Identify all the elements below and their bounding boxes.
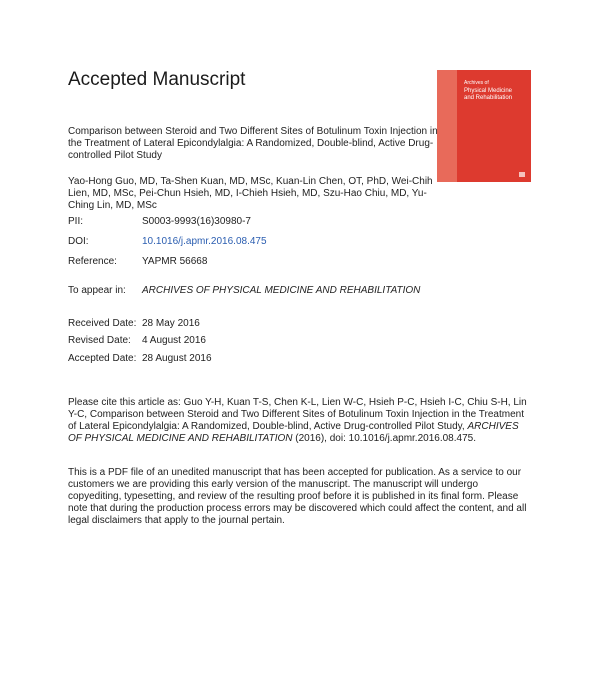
doi-label: DOI: [68,236,89,247]
article-title: Comparison between Steroid and Two Different Sites of Botulinum Toxin Injection in the Treatment of Lateral Epicondylalgia: A Randomized, Double-blind, Active Drug-controlled Pilot Study [68,126,438,161]
citation-paragraph [68,397,528,445]
appear-in-label: To appear in: [68,285,126,296]
cover-line-3: and Rehabilitation [464,95,513,101]
citation-text: Please cite this article as: Guo Y-H, Kuan T-S, Chen K-L, Lien W-C, Hsieh P-C, Hsieh I-C, Chiu S-H, Lin Y-C, Comparison between Steroid and Two Different Sites of Botulinum Toxin Injection in the Treatment of Lateral Epicondylalgia: A Randomized, Double-blind, Active Drug-controlled Pilot Study, [68,397,527,432]
citation-journal: ARCHIVES OF PHYSICAL MEDICINE AND REHABILITATION [68,421,519,444]
disclaimer-paragraph: This is a PDF file of an unedited manuscript that has been accepted for publication. As a service to our customers we are providing this early version of the manuscript. The manuscript will undergo copyediting, typesetting, and review of the resulting proof before it is published in its final form. Please note that during the production process errors may be discovered which could affect the content, and all legal disclaimers that apply to the journal pertain. [68,467,527,526]
pii-label: PII: [68,216,84,227]
journal-cover-image [437,70,531,182]
cover-logo-mark [519,172,525,177]
revised-date-label: Revised Date: [68,335,131,346]
cover-line-2: Physical Medicine [464,88,513,94]
accepted-date-value: 28 August 2016 [142,353,212,364]
doi-link[interactable]: 10.1016/j.apmr.2016.08.475 [142,236,267,247]
received-date-label: Received Date: [68,318,137,329]
received-date-value: 28 May 2016 [142,318,200,329]
reference-value: YAPMR 56668 [142,256,208,267]
reference-label: Reference: [68,256,117,267]
cover-line-1: Archives of [464,80,489,86]
author-list: Yao-Hong Guo, MD, Ta-Shen Kuan, MD, MSc, Kuan-Lin Chen, OT, PhD, Wei-Chih Lien, MD, MSc, Pei-Chun Hsieh, MD, I-Chieh Hsieh, MD, Szu-Hao Chiu, MD, Yu-Ching Lin, MD, MSc [68,176,433,211]
revised-date-value: 4 August 2016 [142,335,206,346]
journal-name: ARCHIVES OF PHYSICAL MEDICINE AND REHABILITATION [142,285,421,296]
accepted-date-label: Accepted Date: [68,353,137,364]
cover-strip [437,70,457,182]
pii-value: S0003-9993(16)30980-7 [142,216,251,227]
page-heading: Accepted Manuscript [68,69,246,90]
citation-suffix: (2016), doi: 10.1016/j.apmr.2016.08.475. [292,433,476,444]
